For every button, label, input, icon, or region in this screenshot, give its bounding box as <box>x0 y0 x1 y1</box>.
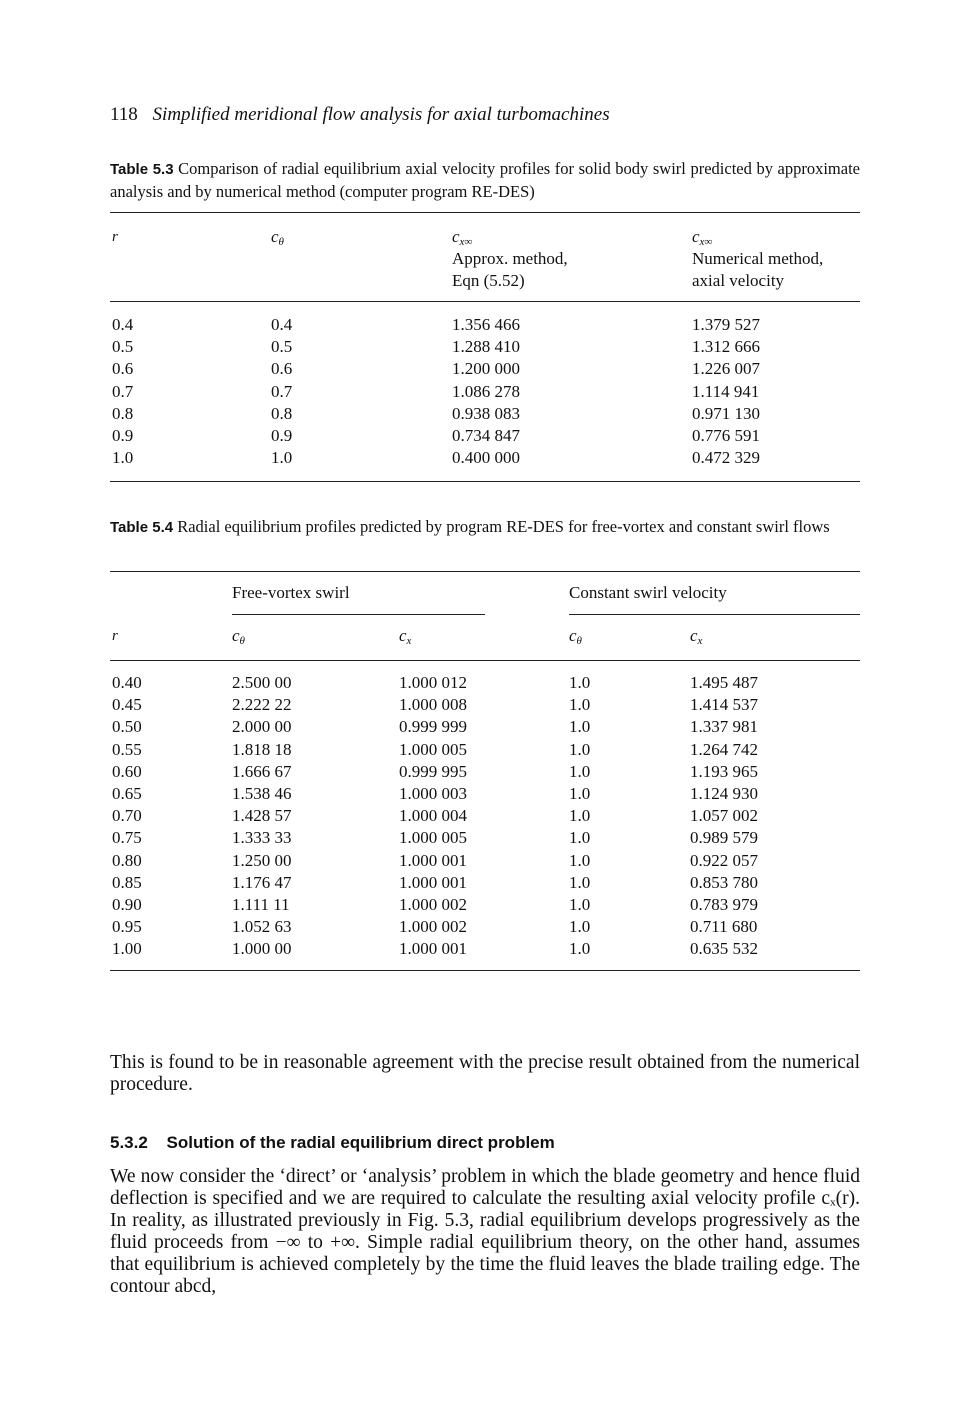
page-number: 118 <box>110 104 138 125</box>
t54-head-cs-ctheta: $c_\theta$ <box>569 626 582 647</box>
table-cell: 1.0 <box>569 850 591 870</box>
t54-col-cs-ctheta <box>569 672 590 961</box>
table-cell: 0.400 000 <box>452 448 520 468</box>
table-cell: 1.312 666 <box>692 337 760 357</box>
table-cell: 0.783 979 <box>690 895 758 915</box>
table-cell: 1.000 005 <box>399 739 467 759</box>
table-cell: 0.853 780 <box>690 872 758 892</box>
table-5-4-caption <box>110 516 860 539</box>
table-cell: 1.250 00 <box>232 850 292 870</box>
table-cell: 1.226 007 <box>692 359 760 379</box>
t53-col-numerical <box>692 314 760 469</box>
table-cell: 1.200 000 <box>452 359 520 379</box>
table-cell: 1.00 <box>112 939 142 959</box>
table-cell: 0.922 057 <box>690 850 758 870</box>
table-cell: 0.60 <box>112 761 142 781</box>
table-cell: 0.711 680 <box>690 917 758 937</box>
table-cell: 0.70 <box>112 806 142 826</box>
table-cell: 1.0 <box>569 739 591 759</box>
table-cell: 2.000 00 <box>232 717 292 737</box>
table-cell: 0.85 <box>112 872 142 892</box>
t54-head-fv-ctheta: $c_\theta$ <box>232 626 245 647</box>
section-heading <box>110 1133 555 1153</box>
t54-free-vortex-rule <box>232 614 485 615</box>
table-cell: 1.000 001 <box>399 850 467 870</box>
table-cell: 0.5 <box>112 337 134 357</box>
table-5-4-caption-text: Radial equilibrium profiles predicted by program RE-DES for free-vortex and constant swirl flows <box>177 517 830 536</box>
table-cell: 1.666 67 <box>232 761 292 781</box>
table-cell: 1.0 <box>569 695 591 715</box>
table-cell: 1.337 981 <box>690 717 758 737</box>
t54-head-fv-cx: $c_x$ <box>399 626 412 647</box>
table-cell: 1.288 410 <box>452 337 520 357</box>
table-cell: 1.052 63 <box>232 917 292 937</box>
table-cell: 2.500 00 <box>232 673 292 692</box>
t54-col-r <box>112 672 142 961</box>
table-cell: 0.8 <box>112 403 134 423</box>
table-cell: 1.0 <box>569 939 591 959</box>
table-cell: 1.086 278 <box>452 381 520 401</box>
table-cell: 0.45 <box>112 695 142 715</box>
table-5-3-head-rule <box>110 301 860 302</box>
table-cell: 0.8 <box>271 403 293 423</box>
table-cell: 1.176 47 <box>232 872 292 892</box>
t53-head-r: r <box>112 229 118 245</box>
table-cell: 1.000 001 <box>399 872 467 892</box>
table-cell: 0.80 <box>112 850 142 870</box>
table-cell: 1.356 466 <box>452 315 520 334</box>
table-cell: 1.333 33 <box>232 828 292 848</box>
table-cell: 0.7 <box>271 381 293 401</box>
table-cell: 0.635 532 <box>690 939 758 959</box>
table-cell: 1.000 005 <box>399 828 467 848</box>
table-cell: 0.6 <box>271 359 293 379</box>
section-title: Solution of the radial equilibrium direct problem <box>166 1133 555 1152</box>
table-cell: 1.414 537 <box>690 695 758 715</box>
table-cell: 1.0 <box>112 448 134 468</box>
table-cell: 1.000 002 <box>399 917 467 937</box>
t53-head-cx-numerical: $c_{x\infty}$ <box>692 227 713 248</box>
t53-col-ctheta <box>271 314 292 469</box>
table-cell: 0.55 <box>112 739 142 759</box>
t53-col-approx <box>452 314 520 469</box>
table-cell: 1.0 <box>569 895 591 915</box>
table-cell: 0.9 <box>271 426 293 446</box>
t53-head-approx-1: Approx. method, <box>452 249 568 268</box>
table-5-3-bottom-rule <box>110 481 860 482</box>
table-cell: 1.193 965 <box>690 761 758 781</box>
table-cell: 1.0 <box>569 917 591 937</box>
section-number: 5.3.2 <box>110 1133 148 1152</box>
t53-head-cx-approx: $c_{x\infty}$ <box>452 227 473 248</box>
table-cell: 1.379 527 <box>692 315 760 334</box>
table-5-3-top-rule <box>110 212 860 213</box>
table-cell: 0.999 999 <box>399 717 467 737</box>
table-5-4-bottom-rule <box>110 970 860 971</box>
table-cell: 0.90 <box>112 895 142 915</box>
t54-constant-swirl-rule <box>569 614 860 615</box>
table-cell: 1.057 002 <box>690 806 758 826</box>
table-cell: 1.495 487 <box>690 673 758 692</box>
running-title: Simplified meridional flow analysis for axial turbomachines <box>152 104 610 125</box>
table-cell: 0.472 329 <box>692 448 760 468</box>
table-cell: 0.65 <box>112 784 142 804</box>
table-cell: 1.0 <box>271 448 293 468</box>
table-cell: 0.734 847 <box>452 426 520 446</box>
t53-head-ctheta: $c_\theta$ <box>271 227 284 248</box>
t54-group-free-vortex: Free-vortex swirl <box>232 583 350 602</box>
paragraph-agreement: This is found to be in reasonable agreement with the precise result obtained from the numerical procedure. <box>110 1052 860 1095</box>
table-cell: 1.0 <box>569 806 591 826</box>
table-cell: 1.818 18 <box>232 739 292 759</box>
table-cell: 1.000 012 <box>399 673 467 692</box>
table-cell: 1.264 742 <box>690 739 758 759</box>
running-header <box>110 104 610 126</box>
table-cell: 1.0 <box>569 717 591 737</box>
table-cell: 1.124 930 <box>690 784 758 804</box>
table-cell: 1.428 57 <box>232 806 292 826</box>
table-cell: 1.111 11 <box>232 895 290 915</box>
table-5-4-head-rule <box>110 660 860 661</box>
t53-head-num-1: Numerical method, <box>692 249 824 268</box>
table-5-4-label: Table 5.4 <box>110 519 174 536</box>
table-cell: 1.538 46 <box>232 784 292 804</box>
table-cell: 0.6 <box>112 359 134 379</box>
table-5-4-top-rule <box>110 571 860 572</box>
paragraph-direct-problem: We now consider the ‘direct’ or ‘analysis’ problem in which the blade geometry and hence fluid deflection is specified and we are required to calculate the resulting axial velocity profile cₓ(r). In reality, as illustrated previously in Fig. 5.3, radial equilibrium develops progressively as the fluid proceeds from −∞ to +∞. Simple radial equilibrium theory, on the other hand, assumes that equilibrium is achieved completely by the time the fluid leaves the blade trailing edge. The contour abcd, <box>110 1166 860 1297</box>
table-cell: 1.000 004 <box>399 806 467 826</box>
table-cell: 1.000 003 <box>399 784 467 804</box>
t54-head-cs-cx: $c_x$ <box>690 626 703 647</box>
table-cell: 0.989 579 <box>690 828 758 848</box>
t54-group-constant-swirl: Constant swirl velocity <box>569 583 727 602</box>
table-cell: 0.50 <box>112 717 142 737</box>
t54-col-fv-ctheta <box>232 672 292 961</box>
table-cell: 1.0 <box>569 784 591 804</box>
table-cell: 0.938 083 <box>452 403 520 423</box>
table-cell: 1.0 <box>569 828 591 848</box>
table-cell: 1.000 008 <box>399 695 467 715</box>
table-cell: 1.0 <box>569 761 591 781</box>
table-cell: 0.7 <box>112 381 134 401</box>
table-cell: 0.40 <box>112 673 142 692</box>
table-5-3-caption <box>110 158 860 203</box>
table-cell: 1.0 <box>569 673 591 692</box>
table-cell: 0.95 <box>112 917 142 937</box>
t54-col-cs-cx <box>690 672 758 961</box>
table-cell: 0.776 591 <box>692 426 760 446</box>
t53-head-num-2: axial velocity <box>692 271 785 290</box>
table-cell: 0.971 130 <box>692 403 760 423</box>
table-cell: 1.114 941 <box>692 381 760 401</box>
table-cell: 0.75 <box>112 828 142 848</box>
table-cell: 0.4 <box>271 315 293 334</box>
table-5-3-label: Table 5.3 <box>110 161 174 178</box>
t54-head-r: r <box>112 628 118 644</box>
table-5-3-caption-text: Comparison of radial equilibrium axial velocity profiles for solid body swirl predicted by approximate analysis and by numerical method (computer program RE-DES) <box>110 159 860 201</box>
table-cell: 2.222 22 <box>232 695 292 715</box>
table-cell: 0.9 <box>112 426 134 446</box>
table-cell: 1.000 001 <box>399 939 467 959</box>
table-cell: 1.0 <box>569 872 591 892</box>
table-cell: 1.000 002 <box>399 895 467 915</box>
table-cell: 1.000 00 <box>232 939 292 959</box>
table-cell: 0.5 <box>271 337 293 357</box>
t54-col-fv-cx <box>399 672 467 961</box>
t53-col-r <box>112 314 133 469</box>
t53-head-approx-2: Eqn (5.52) <box>452 271 525 290</box>
table-cell: 0.4 <box>112 315 134 334</box>
table-cell: 0.999 995 <box>399 761 467 781</box>
